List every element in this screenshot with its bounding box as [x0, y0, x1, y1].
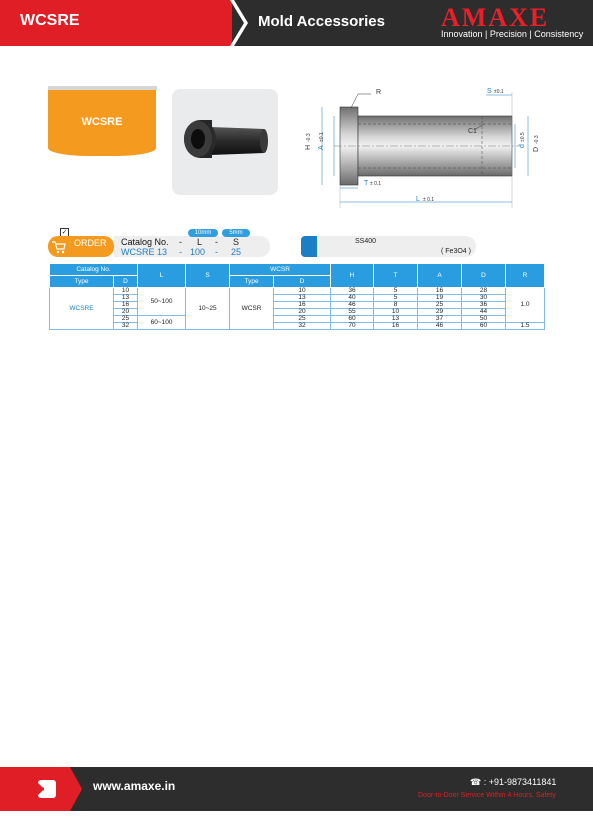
label-A: A — [318, 145, 325, 150]
label-H: H — [305, 144, 312, 150]
brand-tagline: Innovation | Precision | Consistency — [441, 29, 584, 39]
label-S: S — [487, 88, 492, 95]
cell-H: 70 — [331, 323, 374, 330]
label-L-tol: ± 0.1 — [423, 197, 435, 203]
label-T-tol: ± 0.1 — [370, 181, 382, 187]
section-title: WCSRE — [20, 12, 80, 29]
pill-S: 5mm — [222, 229, 250, 237]
label-L: L — [416, 196, 420, 203]
order-catalog-value: WCSRE 13 — [121, 247, 168, 257]
cell-A: 29 — [418, 309, 462, 316]
cell-S-range: 10~25 — [186, 288, 230, 330]
cell-D: 20 — [114, 309, 138, 316]
footer-red-band — [0, 767, 82, 811]
cell-H: 55 — [331, 309, 374, 316]
cell-A: 37 — [418, 316, 462, 323]
th-A: A — [418, 264, 462, 288]
web-link-icon — [0, 767, 60, 811]
page-footer — [0, 767, 593, 811]
cell-A: 19 — [418, 295, 462, 302]
cell-D2: 25 — [274, 316, 331, 323]
material-icon — [301, 236, 317, 257]
material-value: SS400 — [355, 238, 377, 245]
th-S: S — [186, 264, 230, 288]
bushing-photo-icon — [172, 89, 278, 195]
technical-drawing — [296, 84, 556, 214]
cell-D2: 13 — [274, 295, 331, 302]
cell-Dd: 44 — [462, 309, 506, 316]
check-icon: ✓ — [61, 229, 68, 236]
dash: - — [215, 237, 218, 247]
th-wcsr: WCSR — [230, 264, 331, 276]
cell-L-range: 50~100 — [138, 288, 186, 316]
th-D: D — [114, 276, 138, 288]
th-catalog: Catalog No. — [50, 264, 138, 276]
spec-table — [49, 263, 545, 330]
cell-Dd: 36 — [462, 302, 506, 309]
cell-T: 10 — [374, 309, 418, 316]
cell-Dd: 60 — [462, 323, 506, 330]
label-T: T — [364, 180, 369, 187]
th-R: R — [506, 264, 545, 288]
label-H-tol: -0.3 — [306, 133, 312, 142]
cell-Dd: 50 — [462, 316, 506, 323]
cell-T: 5 — [374, 288, 418, 295]
product-photo — [172, 89, 278, 195]
cell-H: 60 — [331, 316, 374, 323]
cell-L-range: 60~100 — [138, 316, 186, 330]
order-catalog-header: Catalog No. — [121, 237, 169, 247]
cart-icon — [48, 236, 68, 257]
cell-D2: 32 — [274, 323, 331, 330]
order-label: ORDER — [74, 238, 107, 248]
cell-A: 46 — [418, 323, 462, 330]
cell-D: 16 — [114, 302, 138, 309]
cell-H: 46 — [331, 302, 374, 309]
footer-phone-number: : +91-9873411841 — [483, 777, 557, 787]
cell-Dd: 28 — [462, 288, 506, 295]
cell-T: 13 — [374, 316, 418, 323]
dash: - — [179, 247, 182, 257]
label-C1: C1 — [468, 128, 477, 135]
th-T: T — [374, 264, 418, 288]
tab-shadow — [48, 86, 157, 90]
order-val-L: 100 — [190, 247, 206, 257]
product-tab-label: WCSRE — [81, 116, 123, 128]
th-wcsr-D: D — [274, 276, 331, 288]
cell-H: 36 — [331, 288, 374, 295]
order-val-S: 25 — [231, 247, 242, 257]
footer-phone — [470, 777, 556, 788]
th-type: Type — [50, 276, 114, 288]
cell-T: 5 — [374, 295, 418, 302]
table-row — [50, 323, 545, 330]
cell-H: 40 — [331, 295, 374, 302]
label-R: R — [376, 89, 382, 96]
cell-A: 25 — [418, 302, 462, 309]
label-d: d — [519, 144, 526, 148]
cell-A: 16 — [418, 288, 462, 295]
pill-L: 10mm — [188, 229, 218, 237]
th-L: L — [138, 264, 186, 288]
footer-service: Door-to-Door Service Within 4 Hours, Safety — [418, 792, 556, 799]
th-H: H — [331, 264, 374, 288]
order-col-L: L — [197, 237, 203, 247]
cell-R: 1.5 — [506, 323, 545, 330]
cell-D: 13 — [114, 295, 138, 302]
th-D2: D — [462, 264, 506, 288]
order-col-S: S — [233, 237, 240, 247]
cell-D: 25 — [114, 316, 138, 323]
cell-D2: 20 — [274, 309, 331, 316]
cell-D: 32 — [114, 323, 138, 330]
cell-Dd: 30 — [462, 295, 506, 302]
th-wcsr-type: Type — [230, 276, 274, 288]
cell-T: 16 — [374, 323, 418, 330]
brand-logo: AMAXE — [441, 3, 550, 32]
footer-url-link[interactable]: www.amaxe.in — [93, 779, 176, 793]
cell-type: WCSRE — [50, 288, 114, 330]
dash: - — [179, 237, 182, 247]
label-d-tol: ±0.5 — [520, 132, 526, 142]
label-S-tol: ±0.1 — [494, 89, 504, 95]
label-D: D — [533, 146, 540, 152]
cell-D2: 10 — [274, 288, 331, 295]
label-D-tol: -0.3 — [534, 135, 540, 144]
category-title: Mold Accessories — [258, 13, 385, 30]
dash: - — [215, 247, 218, 257]
cell-D2: 16 — [274, 302, 331, 309]
phone-icon: ☎ — [470, 777, 482, 787]
cell-T: 8 — [374, 302, 418, 309]
cell-D: 10 — [114, 288, 138, 295]
treatment-value: ( Fe3O4 ) — [441, 248, 471, 255]
cell-R: 1.0 — [506, 288, 545, 323]
cell-wcsr-type: WCSR — [230, 288, 274, 330]
label-A-tol: ±0.1 — [319, 132, 325, 142]
